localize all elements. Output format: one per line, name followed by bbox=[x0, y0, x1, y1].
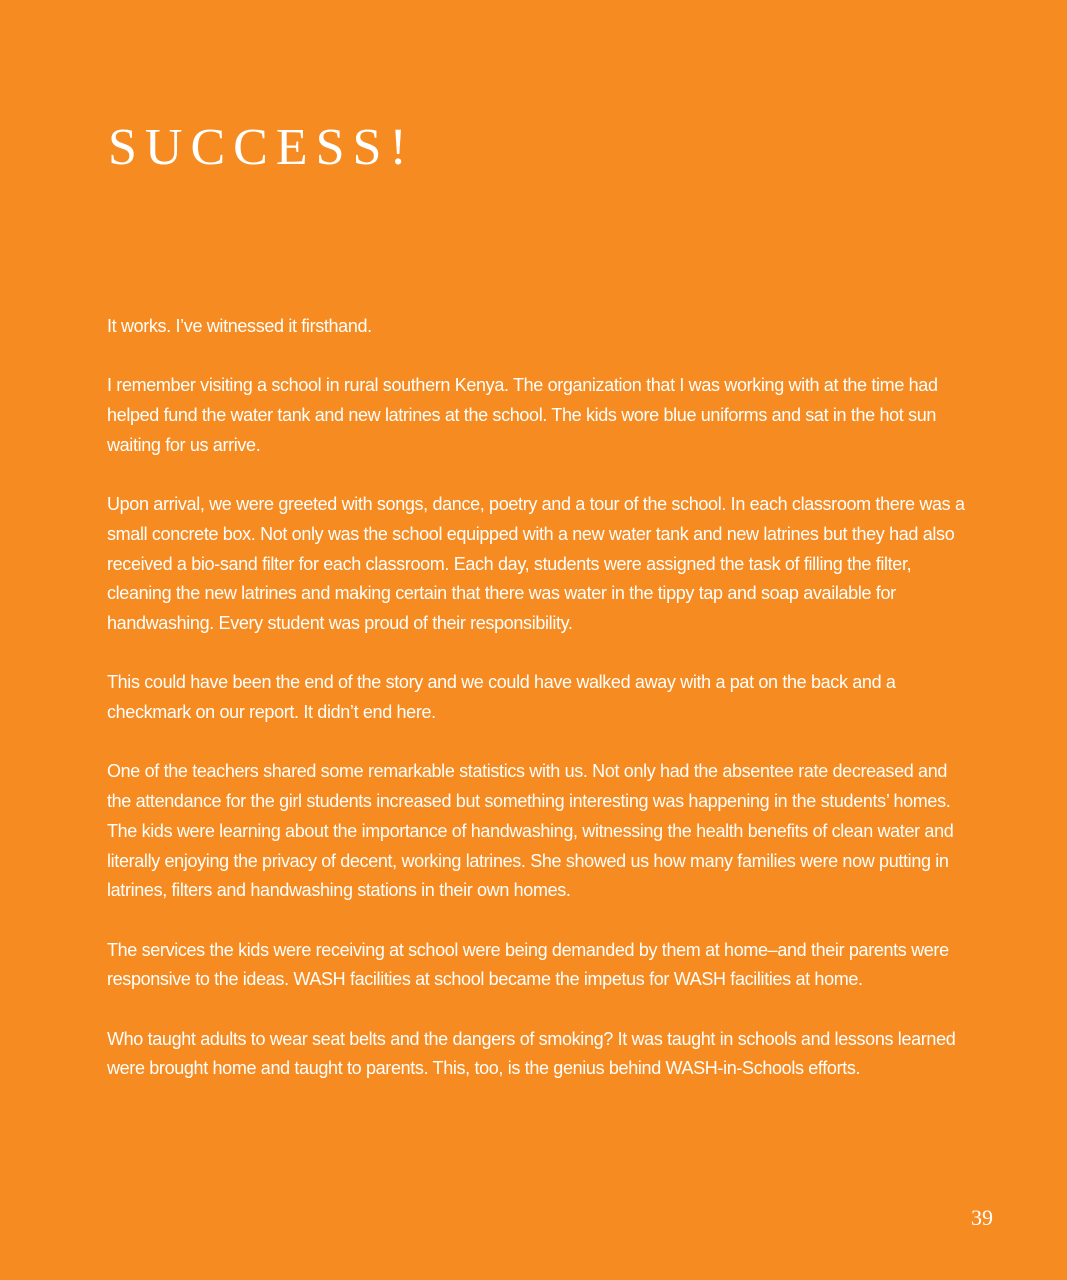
body-text bbox=[107, 312, 967, 1114]
paragraph: The services the kids were receiving at school were being demanded by them at home–and their parents were responsive to the ideas. WASH facilities at school became the impetus for WASH facilities at home. bbox=[107, 939, 949, 990]
paragraph: Who taught adults to wear seat belts and the dangers of smoking? It was taught in schools and lessons learned were brought home and taught to parents. This, too, is the genius behind WASH-in-Schools efforts. bbox=[107, 1028, 956, 1079]
paragraph: One of the teachers shared some remarkable statistics with us. Not only had the absentee rate decreased and the attendance for the girl students increased but something interesting was happening in the students’ homes. The kids were learning about the importance of handwashing, witnessing the health benefits of clean water and literally enjoying the privacy of decent, working latrines. She showed us how many families were now putting in latrines, filters and handwashing stations in their own homes. bbox=[107, 761, 954, 901]
page-number: 39 bbox=[971, 1205, 993, 1230]
paragraph: I remember visiting a school in rural southern Kenya. The organization that I was working with at the time had helped fund the water tank and new latrines at the school. The kids wore blue uniforms and sat in the hot sun waiting for us arrive. bbox=[107, 375, 938, 455]
paragraph: Upon arrival, we were greeted with songs, dance, poetry and a tour of the school. In each classroom there was a small concrete box. Not only was the school equipped with a new water tank and new latrines but they had also received a bio-sand filter for each classroom. Each day, students were assigned the task of filling the filter, cleaning the new latrines and making certain that there was water in the tippy tap and soap available for handwashing. Every student was proud of their responsibility. bbox=[107, 494, 965, 633]
paragraph: This could have been the end of the story and we could have walked away with a pat on the back and a checkmark on our report. It didn’t end here. bbox=[107, 672, 896, 723]
paragraph: It works. I’ve witnessed it firsthand. bbox=[107, 316, 372, 336]
page-title: SUCCESS! bbox=[108, 119, 415, 176]
